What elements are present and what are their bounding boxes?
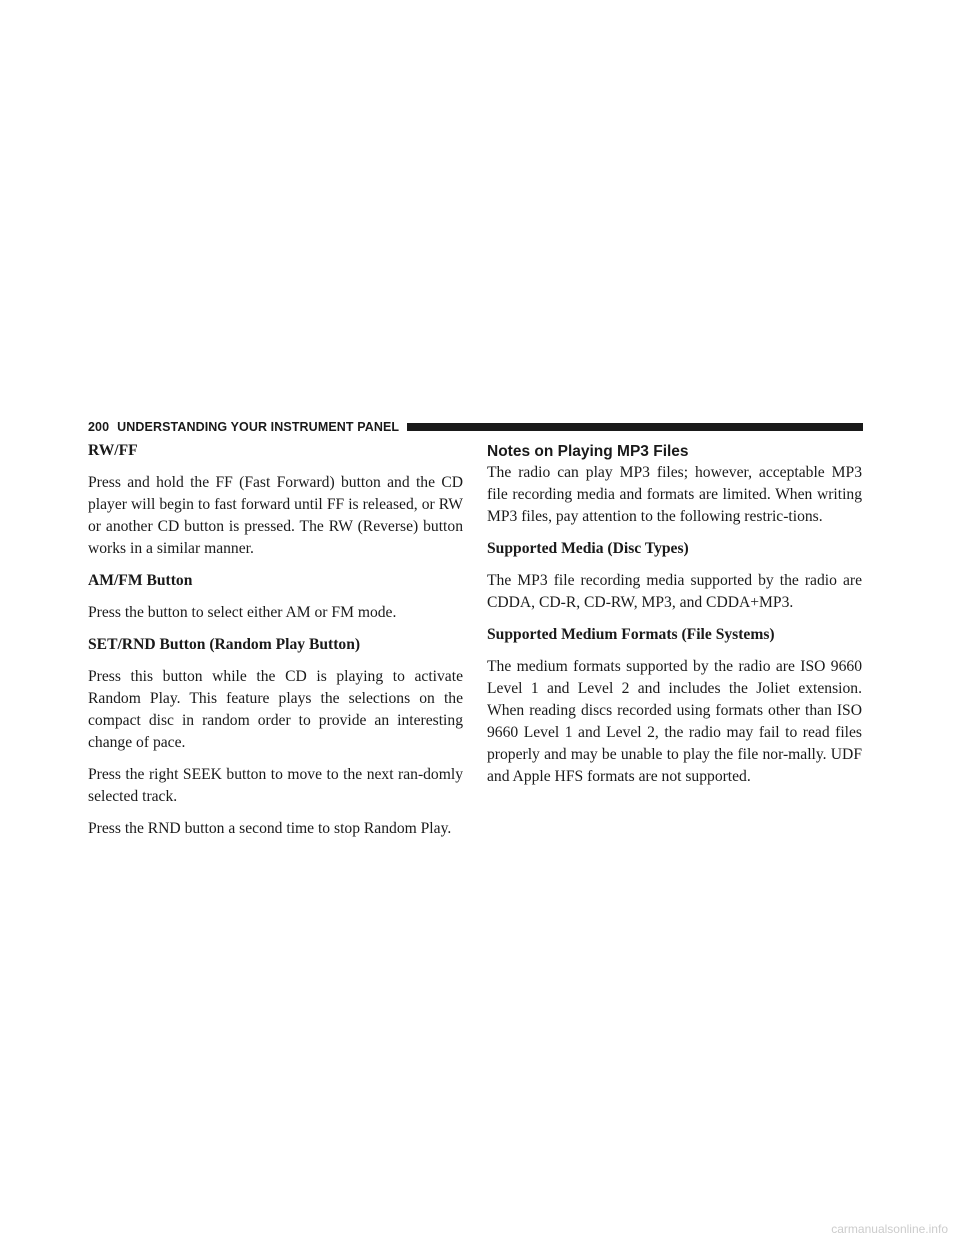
section-title: Notes on Playing MP3 Files — [487, 443, 689, 460]
formats-text: The medium formats supported by the radio are ISO 9660 Level 1 and Level 2 and includes the Joliet extension. When reading discs recorded using formats other than ISO 9660 Level 1 and Level 2, the radio may fail to read files properly and may be unable to play the file nor-mally. UDF and Apple HFS formats are not supported. — [487, 658, 862, 785]
setrnd-text-1: Press this button while the CD is playing to activate Random Play. This feature plays the selections on the compact disc in random order to provide an interesting change of pace. — [88, 668, 463, 751]
watermark: carmanualsonline.info — [831, 1222, 948, 1236]
header-rule — [407, 423, 863, 431]
rwff-text: Press and hold the FF (Fast Forward) button and the CD player will begin to fast forward until FF is released, or RW or another CD button is pressed. The RW (Reverse) button works in a similar manner. — [88, 474, 463, 557]
mp3-intro-text: The radio can play MP3 files; however, acceptable MP3 file recording media and formats are limited. When writing MP3 files, pay attention to the following restric-tions. — [487, 464, 862, 525]
setrnd-heading: SET/RND Button (Random Play Button) — [88, 636, 361, 653]
setrnd-text-2: Press the right SEEK button to move to the next ran-domly selected track. — [88, 766, 463, 805]
page-number: 200 — [88, 420, 110, 434]
chapter-title: UNDERSTANDING YOUR INSTRUMENT PANEL — [117, 420, 400, 434]
setrnd-text-3: Press the RND button a second time to stop Random Play. — [88, 820, 452, 837]
left-column — [88, 440, 463, 840]
media-text: The MP3 file recording media supported by the radio are CDDA, CD-R, CD-RW, MP3, and CDDA+MP3. — [487, 572, 862, 611]
rwff-heading: RW/FF — [88, 442, 138, 459]
media-heading: Supported Media (Disc Types) — [487, 540, 689, 557]
right-column — [487, 440, 862, 788]
header-text — [88, 420, 407, 434]
page-header — [88, 418, 863, 436]
amfm-text: Press the button to select either AM or FM mode. — [88, 604, 397, 621]
amfm-heading: AM/FM Button — [88, 572, 193, 589]
formats-heading: Supported Medium Formats (File Systems) — [487, 626, 775, 643]
